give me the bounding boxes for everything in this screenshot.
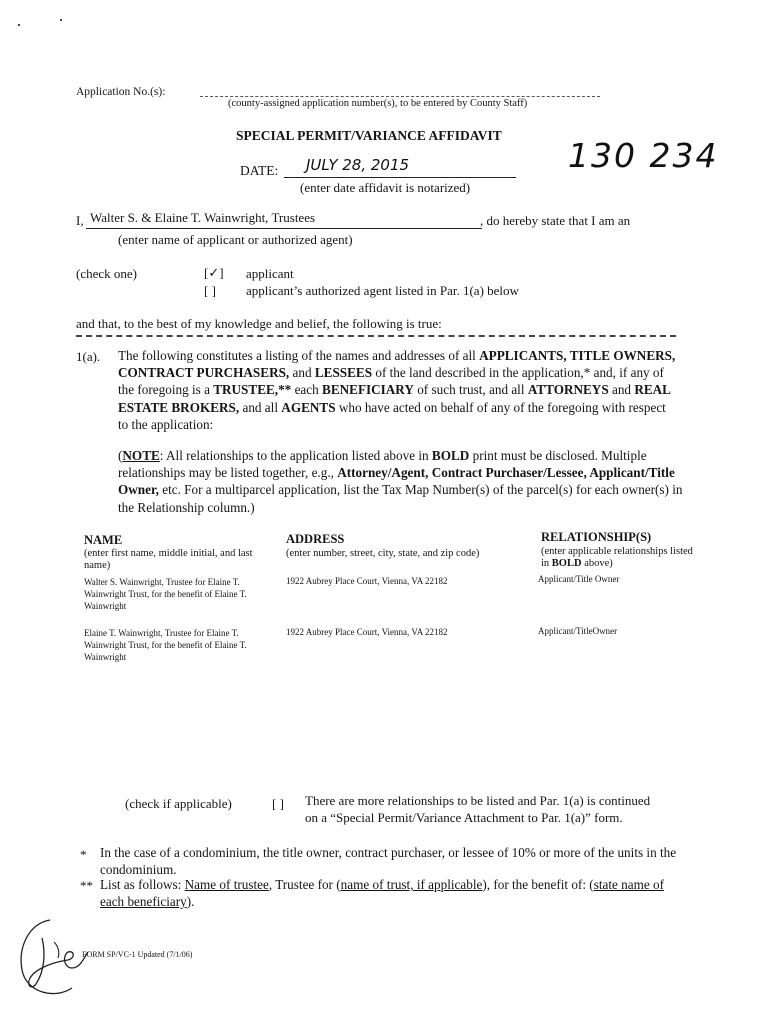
scan-speck xyxy=(18,24,20,26)
table-row-2-name: Elaine T. Wainwright, Trustee for Elaine T. Wainwright Trust, for the benefit of Elaine T. Wainwright xyxy=(84,628,247,662)
application-number-caption: (county-assigned application number(s), to be entered by County Staff) xyxy=(228,98,528,109)
agent-checkbox[interactable]: [ ] xyxy=(204,283,216,298)
relationship-column-header: RELATIONSHIP(S) xyxy=(541,530,652,544)
applicant-caption: (enter name of applicant or authorized agent) xyxy=(118,232,353,247)
name-column-header: NAME xyxy=(84,533,123,547)
footnote-condominium: In the case of a condominium, the title owner, contract purchaser, or lessee of 10% or more of the units in the condominium. xyxy=(100,845,677,878)
applicant-checkbox[interactable]: [✓] xyxy=(204,265,224,280)
application-number-line xyxy=(200,96,600,97)
footnote-trustee-format: List as follows: Name of trustee, Trustee for (name of trust, if applicable), for the benefit of: (state name of each beneficiary). xyxy=(100,877,664,910)
table-row-2-address: 1922 Aubrey Place Court, Vienna, VA 22182 xyxy=(286,627,448,637)
par-1a-number: 1(a). xyxy=(76,349,101,364)
applicant-name-line xyxy=(86,228,482,229)
check-if-applicable-label: (check if applicable) xyxy=(125,796,232,811)
footnote-star-2-mark: ** xyxy=(80,878,93,893)
form-identifier: FORM SP/VC-1 Updated (7/1/06) xyxy=(82,950,193,959)
date-label: DATE: xyxy=(240,163,279,178)
check-one-label: (check one) xyxy=(76,266,137,281)
scan-speck xyxy=(60,19,62,21)
name-column-hint: (enter first name, middle initial, and last name) xyxy=(84,548,253,571)
applicant-name: Walter S. & Elaine T. Wainwright, Trustees xyxy=(90,210,316,225)
belief-divider xyxy=(76,335,676,337)
address-column-hint: (enter number, street, city, state, and zip code) xyxy=(286,548,480,559)
date-line xyxy=(284,177,516,178)
continuation-text-line-1: There are more relationships to be listed and Par. 1(a) is continued xyxy=(305,793,651,808)
applicant-option-label: applicant xyxy=(246,266,294,281)
footnote-star-1-mark: * xyxy=(80,847,87,862)
note-text: (NOTE: All relationships to the application listed above in BOLD print must be disclosed. Multiple relationships may be listed together, e.g., Attorney/Agent, Contract Purchaser/Lessee, Applicant/Title Owner, etc. For a multiparcel application, list the Tax Map Number(s) of the parcel(s) for each owner(s) in the Relationship column.) xyxy=(118,448,683,515)
date-caption: (enter date affidavit is notarized) xyxy=(300,180,471,195)
belief-statement: and that, to the best of my knowledge and belief, the following is true: xyxy=(76,316,442,331)
applicant-suffix: , do hereby state that I am an xyxy=(480,213,631,228)
applicant-prefix: I, xyxy=(76,213,84,228)
continuation-text-line-2: on a “Special Permit/Variance Attachment to Par. 1(a)” form. xyxy=(305,810,623,825)
continuation-checkbox[interactable]: [ ] xyxy=(272,796,284,811)
table-row-1-address: 1922 Aubrey Place Court, Vienna, VA 22182 xyxy=(286,576,448,586)
table-row-2-relationship: Applicant/TitleOwner xyxy=(538,626,618,636)
agent-option-label: applicant’s authorized agent listed in Par. 1(a) below xyxy=(246,283,519,298)
handwritten-application-number: 130 234 xyxy=(568,136,719,175)
form-title: SPECIAL PERMIT/VARIANCE AFFIDAVIT xyxy=(236,128,502,143)
application-number-label: Application No.(s): xyxy=(76,86,166,98)
address-column-header: ADDRESS xyxy=(286,532,345,546)
date-value: JULY 28, 2015 xyxy=(306,156,410,174)
table-row-1-name: Walter S. Wainwright, Trustee for Elaine T. Wainwright Trust, for the benefit of Elaine T. Wainwright xyxy=(84,577,247,611)
par-1a-text: The following constitutes a listing of the names and addresses of all APPLICANTS, TITLE OWNERS, CONTRACT PURCHASERS, and LESSEES of the land described in the application,* and, if any of the foregoing is a TRUSTEE,** each BENEFICIARY of such trust, and all ATTORNEYS and REAL ESTATE BROKERS, and all AGENTS who have acted on behalf of any of the foregoing with respect to the application: xyxy=(118,348,676,432)
relationship-column-hint: (enter applicable relationships listed in BOLD above) xyxy=(541,546,693,569)
table-row-1-relationship: Applicant/Title Owner xyxy=(538,574,620,584)
